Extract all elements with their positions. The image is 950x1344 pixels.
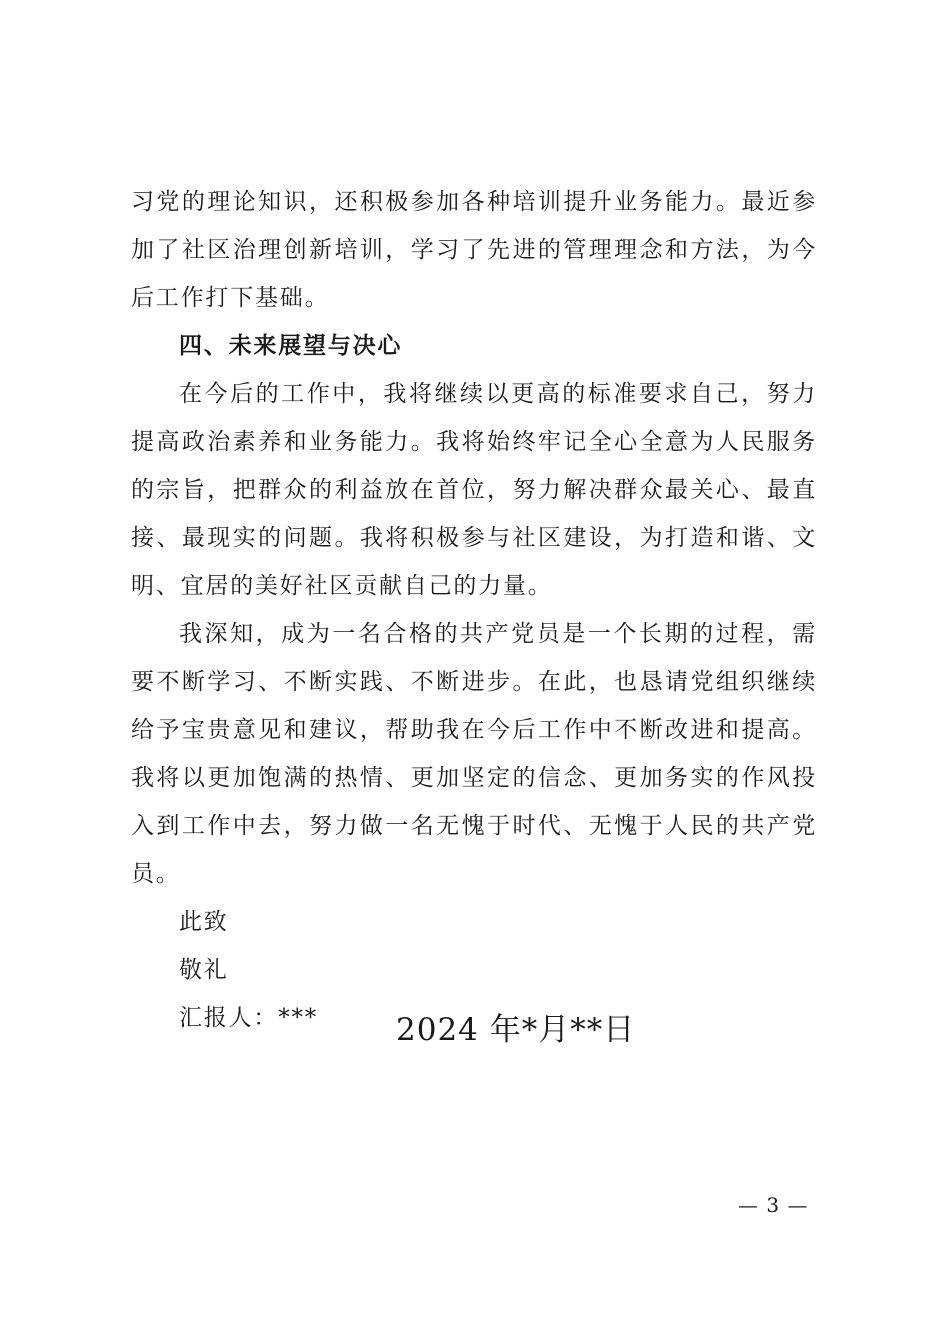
paragraph-commitment: 我深知，成为一名合格的共产党员是一个长期的过程，需要不断学习、不断实践、不断进步。在此，也恳请党组织继续给予宝贵意见和建议，帮助我在今后工作中不断改进和提高。我将以更加饱满的热情、更加坚定的信念、更加务实的作风投入到工作中去，努力做一名无愧于时代、无愧于人民的共产党员。 [131,621,817,887]
section-heading: 四、未来展望与决心 [179,333,403,359]
paragraph-future-work: 在今后的工作中，我将继续以更高的标准要求自己，努力提高政治素养和业务能力。我将始终牢记全心全意为人民服务的宗旨，把群众的利益放在首位，努力解决群众最关心、最直接、最现实的问题。我将积极参与社区建设，为打造和谐、文明、宜居的美好社区贡献自己的力量。 [131,381,817,599]
reporter-signature: 汇报人：*** [179,1005,319,1031]
report-date: 2024 年*月**日 [396,1012,636,1048]
paragraph-continued: 习党的理论知识，还积极参加各种培训提升业务能力。最近参加了社区治理创新培训，学习了先进的管理理念和方法，为今后工作打下基础。 [131,189,817,311]
page-number: — 3 — [738,1193,809,1217]
document-body [131,178,817,1042]
closing-salutation: 此致 [179,909,229,935]
closing-respect: 敬礼 [179,957,229,983]
